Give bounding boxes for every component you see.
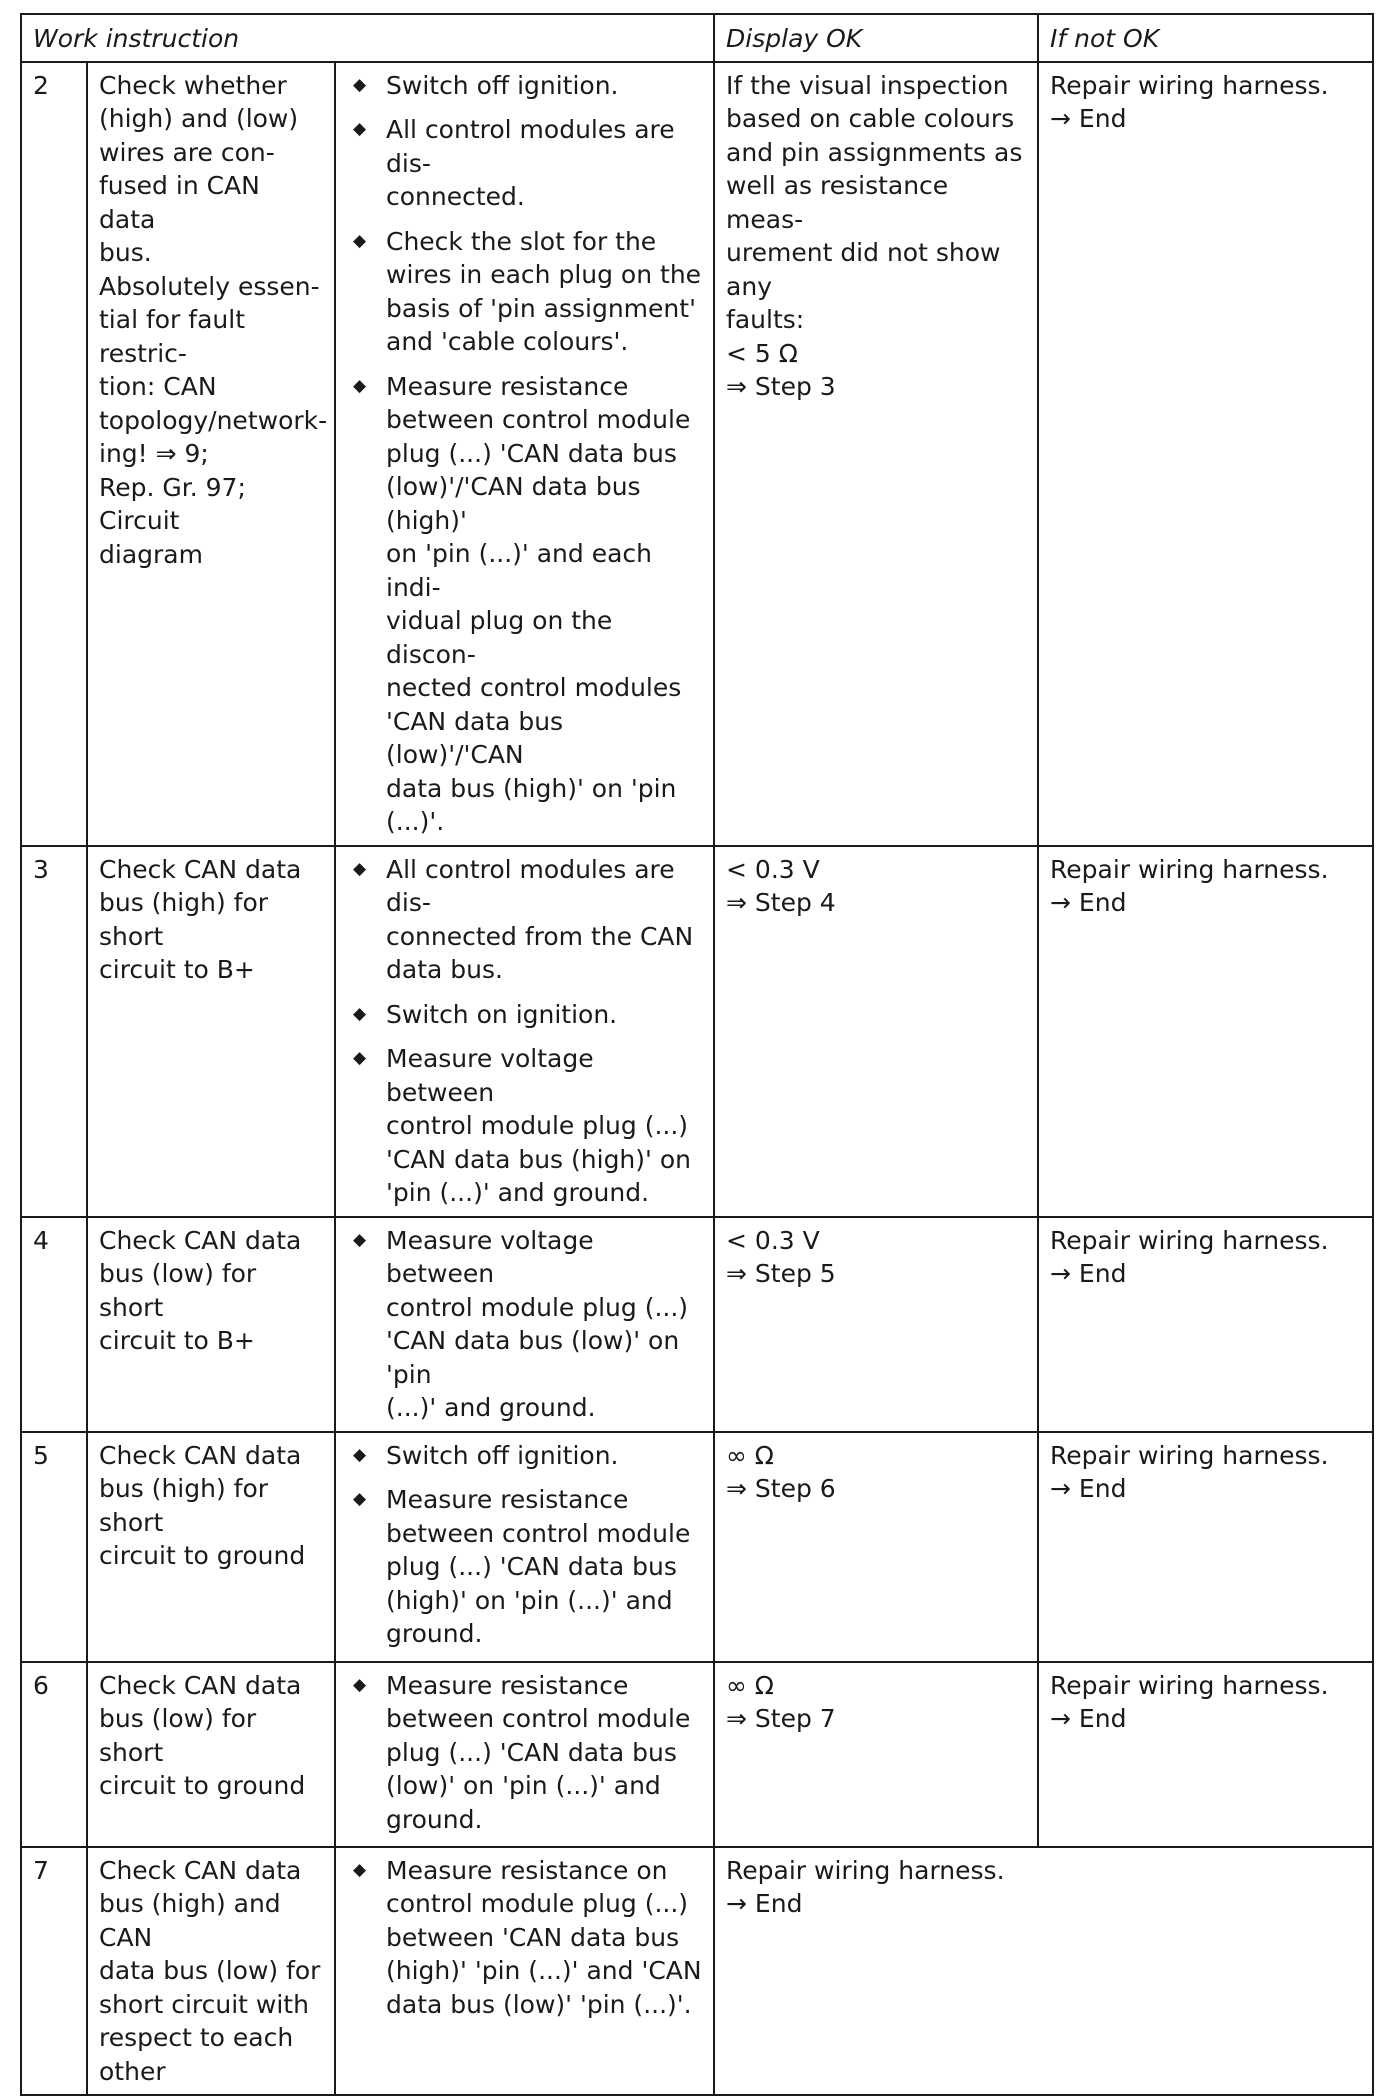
step-number: 6 (21, 1662, 87, 1847)
step-row (21, 1217, 1373, 1432)
action-line: Measure resistance on (386, 1855, 668, 1885)
check-description (87, 1432, 335, 1662)
step-number: 7 (21, 1847, 87, 2096)
check-line: short circuit with (99, 1989, 309, 2019)
display-ok-line: and pin assignments as (726, 137, 1023, 167)
check-line: Check whether (99, 70, 287, 100)
check-line: Check CAN data (99, 1855, 302, 1885)
action-line: wires in each plug on the (386, 260, 702, 289)
action-line: All control modules are dis- (386, 854, 675, 917)
work-instruction-table (20, 13, 1374, 2096)
action-line: data bus (high)' on 'pin (386, 773, 677, 803)
if-not-ok-cell (1038, 1662, 1373, 1847)
display-ok-line: < 5 Ω (726, 338, 798, 368)
check-line: Check CAN data (99, 1670, 302, 1700)
display-ok-line: urement did not show any (726, 238, 1001, 301)
step-row (21, 1662, 1373, 1847)
if-not-ok-line: Repair wiring harness. (1050, 70, 1329, 100)
header-if-not-ok: If not OK (1038, 14, 1373, 62)
action-line: (...)' and ground. (386, 1393, 596, 1422)
check-line: circuit to B+ (99, 1326, 255, 1355)
display-ok-line: ⇒ Step 3 (726, 372, 836, 401)
display-ok-cell (714, 62, 1038, 846)
action-item (347, 1439, 702, 1473)
check-line: wires are con- (99, 137, 275, 167)
action-line: plug (...) 'CAN data bus (386, 438, 677, 468)
action-line: control module plug (...) (386, 1889, 689, 1918)
bullet-diamond-icon: ◆ (353, 74, 367, 95)
action-list (347, 853, 702, 1210)
action-line: basis of 'pin assignment' (386, 293, 696, 323)
check-line: bus. (99, 238, 152, 267)
check-description (87, 1217, 335, 1432)
if-not-ok-line: Repair wiring harness. (1050, 1440, 1329, 1470)
action-line: connected. (386, 182, 525, 211)
check-line: Check CAN data (99, 1440, 302, 1470)
bullet-diamond-icon: ◆ (353, 1048, 367, 1068)
action-line: data bus (low)' 'pin (...)'. (386, 1989, 692, 2019)
if-not-ok-cell (1038, 1432, 1373, 1662)
action-line: 'pin (...)' and ground. (386, 1178, 650, 1207)
check-line: respect to each (99, 2023, 294, 2052)
check-line: topology/network- (99, 405, 328, 435)
action-list (347, 1439, 702, 1651)
action-list-cell (335, 1847, 714, 2096)
check-line: bus (high) and CAN (99, 1889, 281, 1952)
action-list (347, 1669, 702, 1837)
check-line: circuit to ground (99, 1771, 306, 1800)
action-item (347, 113, 702, 214)
check-line: Check CAN data (99, 1225, 302, 1255)
check-line: circuit to ground (99, 1541, 306, 1570)
action-line: All control modules are dis- (386, 115, 675, 178)
bullet-diamond-icon: ◆ (353, 1003, 367, 1024)
step-row (21, 1847, 1373, 2096)
bullet-diamond-icon: ◆ (353, 858, 367, 879)
check-line: bus (high) for short (99, 1474, 269, 1537)
action-line: control module plug (...) (386, 1111, 689, 1140)
header-row (21, 14, 1373, 62)
step-number: 5 (21, 1432, 87, 1662)
check-line: tion: CAN (99, 372, 217, 401)
display-ok-line: ⇒ Step 7 (726, 1704, 836, 1733)
action-line: (high)' 'pin (...)' and 'CAN (386, 1956, 702, 1985)
action-line: Switch off ignition. (386, 70, 619, 100)
action-line: ground. (386, 1804, 483, 1834)
action-item (347, 998, 702, 1032)
action-item (347, 1669, 702, 1837)
action-line: (low)' on 'pin (...)' and (386, 1771, 661, 1800)
display-ok-line: ⇒ Step 5 (726, 1259, 836, 1288)
action-list-cell (335, 1217, 714, 1432)
action-list (347, 69, 702, 839)
display-ok-line: faults: (726, 305, 805, 334)
bullet-diamond-icon: ◆ (353, 230, 367, 251)
action-line: and 'cable colours'. (386, 327, 629, 356)
action-line: nected control modules (386, 673, 682, 702)
if-not-ok-line: Repair wiring harness. (1050, 1225, 1329, 1255)
check-line: bus (high) for short (99, 888, 269, 951)
header-work-instruction: Work instruction (21, 14, 714, 62)
if-not-ok-line: → End (1050, 1704, 1127, 1733)
action-line: 'CAN data bus (low)'/'CAN (386, 706, 564, 769)
action-line: between control module (386, 1518, 691, 1548)
action-line: ground. (386, 1619, 483, 1648)
check-line: other (99, 2056, 166, 2086)
action-line: Measure resistance (386, 1485, 629, 1514)
action-item (347, 69, 702, 103)
display-ok-line: based on cable colours (726, 104, 1015, 133)
bullet-diamond-icon: ◆ (353, 1229, 367, 1250)
bullet-diamond-icon: ◆ (353, 1859, 367, 1880)
check-line: bus (low) for short (99, 1259, 257, 1322)
action-line: between control module (386, 405, 691, 434)
step-number: 3 (21, 846, 87, 1217)
action-line: (low)'/'CAN data bus (high)' (386, 472, 641, 535)
action-list-cell (335, 846, 714, 1217)
action-line: 'CAN data bus (high)' on (386, 1144, 691, 1174)
check-description (87, 846, 335, 1217)
action-line: Check the slot for the (386, 226, 657, 256)
action-line: data bus. (386, 955, 503, 984)
if-not-ok-line: Repair wiring harness. (1050, 1670, 1329, 1700)
action-list (347, 1224, 702, 1425)
action-list-cell (335, 1432, 714, 1662)
bullet-diamond-icon: ◆ (353, 119, 367, 139)
check-line: bus (low) for short (99, 1704, 257, 1767)
action-line: Switch on ignition. (386, 999, 618, 1029)
check-line: fused in CAN data (99, 171, 260, 234)
if-not-ok-line: → End (1050, 1259, 1127, 1288)
display-ok-line: If the visual inspection (726, 70, 1009, 100)
display-ok-cell (714, 1662, 1038, 1847)
display-ok-cell (714, 846, 1038, 1217)
action-line: Measure resistance (386, 371, 629, 401)
action-item (347, 1483, 702, 1651)
check-line: Absolutely essen- (99, 271, 320, 301)
if-not-ok-line: Repair wiring harness. (1050, 854, 1329, 884)
display-ok-line: → End (726, 1889, 803, 1918)
display-ok-line: Repair wiring harness. (726, 1855, 1005, 1885)
if-not-ok-cell (1038, 846, 1373, 1217)
check-description (87, 1847, 335, 2096)
action-line: connected from the CAN (386, 921, 694, 951)
action-list-cell (335, 62, 714, 846)
check-line: diagram (99, 539, 203, 569)
action-line: (...)'. (386, 807, 445, 836)
table-body (21, 62, 1373, 2096)
action-list-cell (335, 1662, 714, 1847)
check-line: circuit to B+ (99, 955, 255, 984)
display-ok-line: < 0.3 V (726, 854, 820, 884)
action-line: Switch off ignition. (386, 1440, 619, 1470)
action-line: vidual plug on the discon- (386, 606, 613, 669)
if-not-ok-cell (1038, 1217, 1373, 1432)
action-line: on 'pin (...)' and each indi- (386, 539, 653, 602)
display-ok-line: ∞ Ω (726, 1670, 774, 1700)
action-item (347, 225, 702, 359)
display-ok-line: ⇒ Step 6 (726, 1474, 836, 1503)
step-number: 4 (21, 1217, 87, 1432)
check-line: Check CAN data (99, 854, 302, 884)
action-line: 'CAN data bus (low)' on 'pin (386, 1326, 680, 1389)
action-line: between control module (386, 1704, 691, 1733)
step-number: 2 (21, 62, 87, 846)
action-item (347, 1224, 702, 1425)
bullet-diamond-icon: ◆ (353, 1489, 367, 1509)
if-not-ok-cell (1038, 62, 1373, 846)
check-line: Rep. Gr. 97; Circuit (99, 472, 246, 535)
action-line: plug (...) 'CAN data bus (386, 1552, 677, 1581)
action-line: (high)' on 'pin (...)' and (386, 1585, 673, 1615)
display-ok-line: well as resistance meas- (726, 171, 949, 234)
check-line: data bus (low) for (99, 1956, 321, 1985)
bullet-diamond-icon: ◆ (353, 1444, 367, 1465)
if-not-ok-line: → End (1050, 104, 1127, 133)
display-ok-cell (714, 1847, 1373, 2096)
step-row (21, 62, 1373, 846)
step-row (21, 1432, 1373, 1662)
action-item (347, 853, 702, 987)
display-ok-line: < 0.3 V (726, 1225, 820, 1255)
action-item (347, 1042, 702, 1210)
check-description (87, 62, 335, 846)
header-display-ok: Display OK (714, 14, 1038, 62)
check-line: ing! ⇒ 9; (99, 439, 209, 468)
action-line: plug (...) 'CAN data bus (386, 1737, 677, 1767)
if-not-ok-line: → End (1050, 1474, 1127, 1503)
display-ok-line: ∞ Ω (726, 1440, 774, 1470)
bullet-diamond-icon: ◆ (353, 1674, 367, 1695)
action-item (347, 1854, 702, 2022)
display-ok-line: ⇒ Step 4 (726, 888, 836, 917)
step-row (21, 846, 1373, 1217)
if-not-ok-line: → End (1050, 888, 1127, 917)
check-line: tial for fault restric- (99, 305, 245, 368)
action-line: Measure voltage between (386, 1044, 594, 1107)
check-description (87, 1662, 335, 1847)
action-line: Measure voltage between (386, 1225, 594, 1288)
check-line: (high) and (low) (99, 104, 299, 133)
action-item (347, 370, 702, 839)
action-list (347, 1854, 702, 2022)
display-ok-cell (714, 1217, 1038, 1432)
action-line: Measure resistance (386, 1670, 629, 1700)
bullet-diamond-icon: ◆ (353, 375, 367, 396)
display-ok-cell (714, 1432, 1038, 1662)
action-line: control module plug (...) (386, 1292, 689, 1322)
action-line: between 'CAN data bus (386, 1922, 680, 1952)
